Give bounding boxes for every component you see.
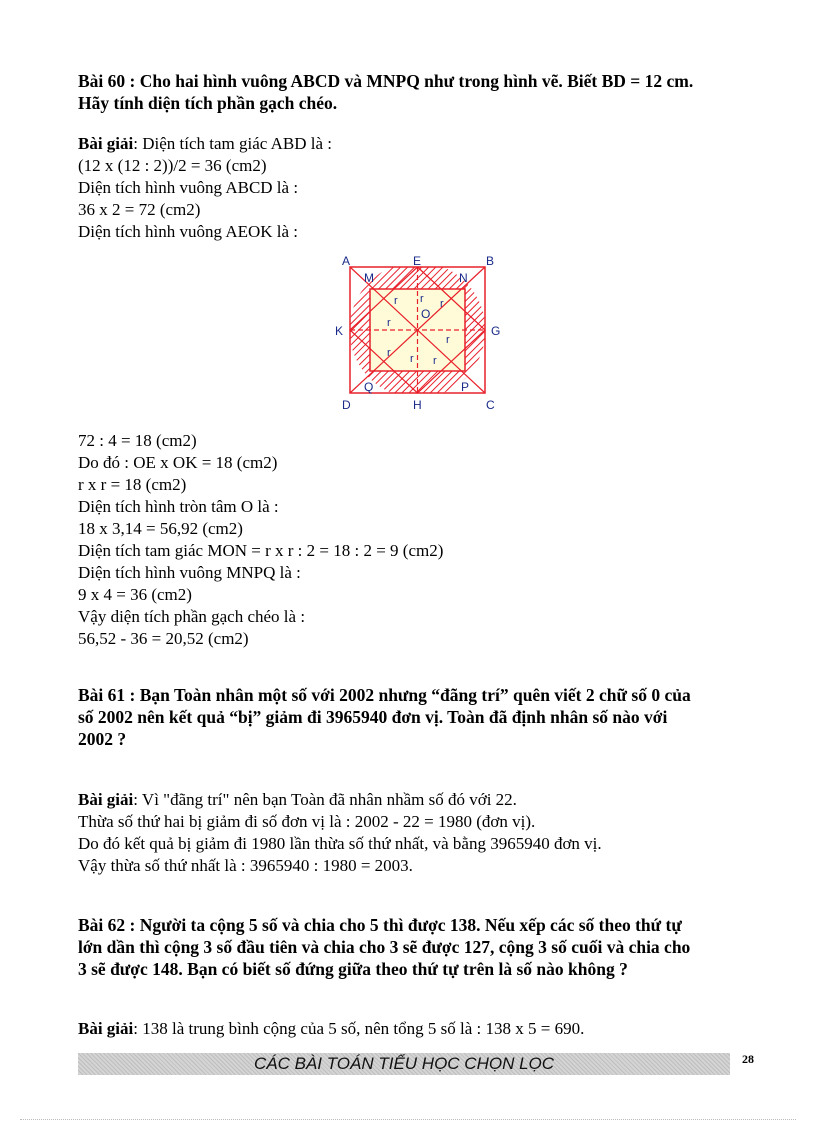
- problem-62-solution: [78, 1018, 768, 1040]
- solution-first-line: [78, 133, 768, 155]
- radius-label: r: [440, 298, 444, 310]
- solution-line: Diện tích hình vuông ABCD là :: [78, 178, 299, 197]
- step-line: Diện tích tam giác MON = r x r : 2 = 18 : 2 = 9 (cm2): [78, 541, 444, 560]
- label-p: P: [461, 380, 470, 394]
- problem-60-steps: [78, 430, 768, 650]
- problem-60-title: [78, 70, 768, 114]
- square-circle-figure: [330, 252, 505, 412]
- label-h: H: [413, 398, 422, 412]
- label-e: E: [413, 254, 422, 268]
- solution-line: 36 x 2 = 72 (cm2): [78, 200, 201, 219]
- step-line: 72 : 4 = 18 (cm2): [78, 431, 197, 450]
- step-line: Vậy diện tích phần gạch chéo là :: [78, 607, 306, 626]
- radius-label: r: [446, 334, 450, 346]
- problem-62-title-line: Bài 62 : Người ta cộng 5 số và chia cho 5 thì được 138. Nếu xếp các số theo thứ tự: [78, 915, 682, 935]
- radius-label: r: [433, 355, 437, 367]
- problem-61-title-line: 2002 ?: [78, 729, 127, 749]
- step-line: 18 x 3,14 = 56,92 (cm2): [78, 519, 243, 538]
- page-bottom-divider: [20, 1119, 796, 1120]
- problem-61-solution: [78, 789, 768, 877]
- problem-60-solution: [78, 133, 768, 243]
- solution-text: : Vì "đãng trí" nên bạn Toàn đã nhân nhầm số đó với 22.: [133, 790, 517, 809]
- solution-line: Thừa số thứ hai bị giảm đi số đơn vị là : 2002 - 22 = 1980 (đơn vị).: [78, 812, 536, 831]
- solution-label: Bài giải: [78, 790, 134, 809]
- solution-first-line: [78, 789, 768, 811]
- label-m: M: [364, 271, 374, 285]
- step-line: Do đó : OE x OK = 18 (cm2): [78, 453, 278, 472]
- problem-62-title-line: lớn dần thì cộng 3 số đầu tiên và chia cho 3 sẽ được 127, cộng 3 số cuối và chia cho: [78, 937, 691, 957]
- problem-61-title-line: số 2002 nên kết quả “bị” giảm đi 3965940 đơn vị. Toàn đã định nhân số nào với: [78, 707, 668, 727]
- problem-60-title-line: Bài 60 : Cho hai hình vuông ABCD và MNPQ như trong hình vẽ. Biết BD = 12 cm.: [78, 71, 694, 91]
- solution-line: Diện tích hình vuông AEOK là :: [78, 222, 299, 241]
- solution-first-line: [78, 1018, 768, 1040]
- step-line: 9 x 4 = 36 (cm2): [78, 585, 192, 604]
- label-b: B: [486, 254, 495, 268]
- label-o: O: [421, 307, 431, 321]
- solution-line: Do đó kết quả bị giảm đi 1980 lần thừa số thứ nhất, và bằng 3965940 đơn vị.: [78, 834, 602, 853]
- solution-line: (12 x (12 : 2))/2 = 36 (cm2): [78, 156, 267, 175]
- problem-60-title-line: Hãy tính diện tích phần gạch chéo.: [78, 93, 338, 113]
- step-line: Diện tích hình tròn tâm O là :: [78, 497, 279, 516]
- problem-62-title-line: 3 sẽ được 148. Bạn có biết số đứng giữa theo thứ tự trên là số nào không ?: [78, 959, 628, 979]
- label-n: N: [459, 271, 468, 285]
- label-q: Q: [364, 380, 374, 394]
- page-number: 28: [742, 1052, 754, 1066]
- problem-61-title: [78, 684, 768, 750]
- label-a: A: [342, 254, 351, 268]
- solution-text: : 138 là trung bình cộng của 5 số, nên tổng 5 số là : 138 x 5 = 690.: [133, 1019, 585, 1038]
- problem-62-title: [78, 914, 768, 980]
- label-c: C: [486, 398, 495, 412]
- footer-banner: [78, 1053, 730, 1075]
- label-d: D: [342, 398, 351, 412]
- radius-label: r: [420, 293, 424, 305]
- solution-text: : Diện tích tam giác ABD là :: [133, 134, 333, 153]
- radius-label: r: [387, 317, 391, 329]
- label-g: G: [491, 324, 501, 338]
- step-line: r x r = 18 (cm2): [78, 475, 187, 494]
- problem-61-title-line: Bài 61 : Bạn Toàn nhân một số với 2002 nhưng “đãng trí” quên viết 2 chữ số 0 của: [78, 685, 691, 705]
- solution-line: Vậy thừa số thứ nhất là : 3965940 : 1980 = 2003.: [78, 856, 413, 875]
- step-line: 56,52 - 36 = 20,52 (cm2): [78, 629, 249, 648]
- solution-label: Bài giải: [78, 134, 134, 153]
- radius-label: r: [387, 347, 391, 359]
- step-line: Diện tích hình vuông MNPQ là :: [78, 563, 301, 582]
- radius-label: r: [410, 353, 414, 365]
- radius-label: r: [394, 295, 398, 307]
- label-k: K: [335, 324, 344, 338]
- footer-title: CÁC BÀI TOÁN TIỂU HỌC CHỌN LỌC: [253, 1054, 555, 1073]
- solution-label: Bài giải: [78, 1019, 134, 1038]
